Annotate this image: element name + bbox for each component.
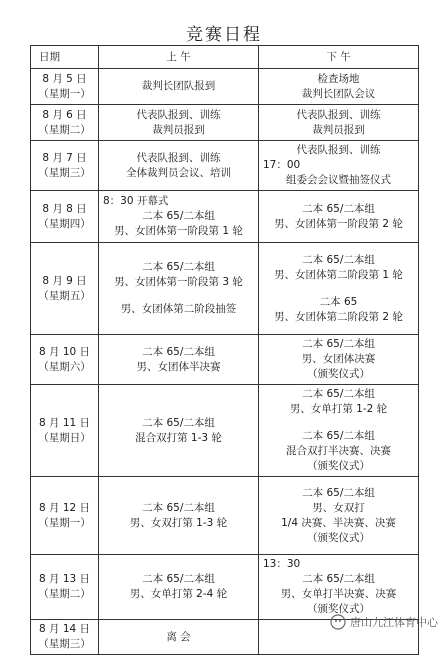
date-cell [31,620,99,655]
morning-cell [99,335,259,385]
event-line: 裁判员报到 [312,123,365,136]
event-line: 男、女双打 [312,501,365,514]
date-cell [31,477,99,555]
afternoon-cell [259,191,419,243]
weekday-text: （星期二） [38,588,91,600]
weekday-text: （星期三） [38,638,91,650]
event-line: 男、女单打第 2-4 轮 [129,588,228,600]
event-line: 8：30 开幕式 [103,195,169,207]
event-line: 男、女团体第二阶段抽签 [120,303,237,315]
event-line: 男、女团体第二阶段第 1 轮 [274,268,403,281]
event-line: 组委会会议暨抽签仪式 [286,174,391,186]
page-title: 竞赛日程 [186,25,262,45]
morning-cell [99,385,259,477]
table-header-row [31,46,419,69]
watermark [330,614,438,630]
table-row [31,191,419,243]
event-line: （颁奖仪式） [307,531,370,544]
afternoon-cell [259,243,419,335]
event-line: 全体裁判员会议、培训 [126,166,231,179]
event-line: 二本 65/二本组 [302,388,375,400]
event-line: 男、女单打半决赛、决赛 [280,588,397,600]
event-line: 13：30 [263,558,301,570]
afternoon-cell [259,69,419,105]
afternoon-cell [259,105,419,141]
event-line: 二本 65/二本组 [142,416,215,429]
morning-cell [99,243,259,335]
event-line: 二本 65/二本组 [142,345,215,358]
weekday-text: （星期二） [38,123,91,136]
event-line: 男、女双打第 1-3 轮 [129,516,228,529]
morning-cell [99,69,259,105]
date-cell [31,243,99,335]
event-line: 离 会 [166,630,191,643]
event-line: （颁奖仪式） [307,460,370,472]
event-line: 男、女团体第一阶段第 3 轮 [114,276,243,288]
event-line: 男、女团体第一阶段第 1 轮 [114,225,243,237]
event-line: 二本 65/二本组 [302,202,375,215]
date-text: 8 月 12 日 [38,501,91,514]
morning-cell [99,620,259,655]
event-line: 男、女团体第二阶段第 2 轮 [274,310,403,323]
date-cell [31,105,99,141]
morning-cell [99,105,259,141]
table-row [31,385,419,477]
table-row [31,141,419,191]
table-row [31,105,419,141]
date-text: 8 月 14 日 [38,623,91,635]
date-text: 8 月 6 日 [42,108,87,121]
morning-cell [99,141,259,191]
weekday-text: （星期一） [38,516,91,529]
event-line: 男、女团体决赛 [301,353,376,365]
date-text: 8 月 11 日 [38,416,91,429]
event-line: 1/4 决赛、半决赛、决赛 [281,516,396,529]
morning-cell [99,555,259,620]
date-text: 8 月 13 日 [38,573,91,585]
weekday-text: （星期六） [38,360,91,373]
event-line: 二本 65/二本组 [302,430,375,442]
morning-cell [99,477,259,555]
wechat-logo-icon [330,614,346,630]
date-text: 8 月 8 日 [42,202,87,215]
event-line: 二本 65/二本组 [142,573,215,585]
date-cell [31,555,99,620]
date-cell [31,335,99,385]
table-row [31,69,419,105]
event-line: 代表队报到、训练 [136,151,221,164]
date-cell [31,191,99,243]
event-line: 二本 65/二本组 [302,486,375,499]
event-line: 检查场地 [317,72,360,85]
table-row [31,477,419,555]
event-line: （颁奖仪式） [307,368,370,380]
event-line: 二本 65/二本组 [142,210,215,222]
event-line: 男、女单打第 1-2 轮 [289,403,388,415]
event-line: 二本 65/二本组 [302,338,375,350]
date-text: 8 月 9 日 [42,274,87,287]
event-line: 代表队报到、训练 [136,108,221,121]
event-line: 代表队报到、训练 [296,144,381,156]
event-line: 二本 65 [319,295,358,308]
event-line: 裁判长团队报到 [141,80,216,92]
event-line: 二本 65/二本组 [142,261,215,273]
table-row [31,555,419,620]
event-line: 二本 65/二本组 [302,253,375,266]
date-text: 8 月 10 日 [38,345,91,358]
event-line: 17：00 [263,159,301,171]
schedule-table [30,45,419,655]
date-cell [31,69,99,105]
event-line: 男、女团体第一阶段第 2 轮 [274,217,403,230]
afternoon-cell [259,141,419,191]
watermark-text: 唐山九江体育中心 [350,616,438,629]
table-row [31,243,419,335]
event-line: 混合双打半决赛、决赛 [286,445,391,457]
event-line: 男、女团体半决赛 [136,360,221,373]
event-line: 混合双打第 1-3 轮 [135,431,222,444]
header-pm: 下 午 [259,46,419,69]
afternoon-cell [259,335,419,385]
event-line: （颁奖仪式） [307,603,370,615]
event-line: 代表队报到、训练 [296,108,381,121]
date-text: 8 月 5 日 [42,72,87,85]
date-text: 8 月 7 日 [42,151,87,164]
header-date: 日期 [31,46,99,69]
morning-cell [99,191,259,243]
weekday-text: （星期日） [38,431,91,444]
weekday-text: （星期五） [38,289,91,302]
weekday-text: （星期一） [38,87,91,100]
weekday-text: （星期四） [38,217,91,230]
table-row [31,335,419,385]
event-line: 裁判长团队会议 [301,87,376,100]
event-line: 裁判员报到 [152,123,205,136]
event-line: 二本 65/二本组 [302,573,375,585]
afternoon-cell [259,477,419,555]
date-cell [31,141,99,191]
date-cell [31,385,99,477]
event-line: 二本 65/二本组 [142,501,215,514]
afternoon-cell [259,555,419,620]
header-am: 上 午 [99,46,259,69]
afternoon-cell [259,385,419,477]
weekday-text: （星期三） [38,166,91,179]
